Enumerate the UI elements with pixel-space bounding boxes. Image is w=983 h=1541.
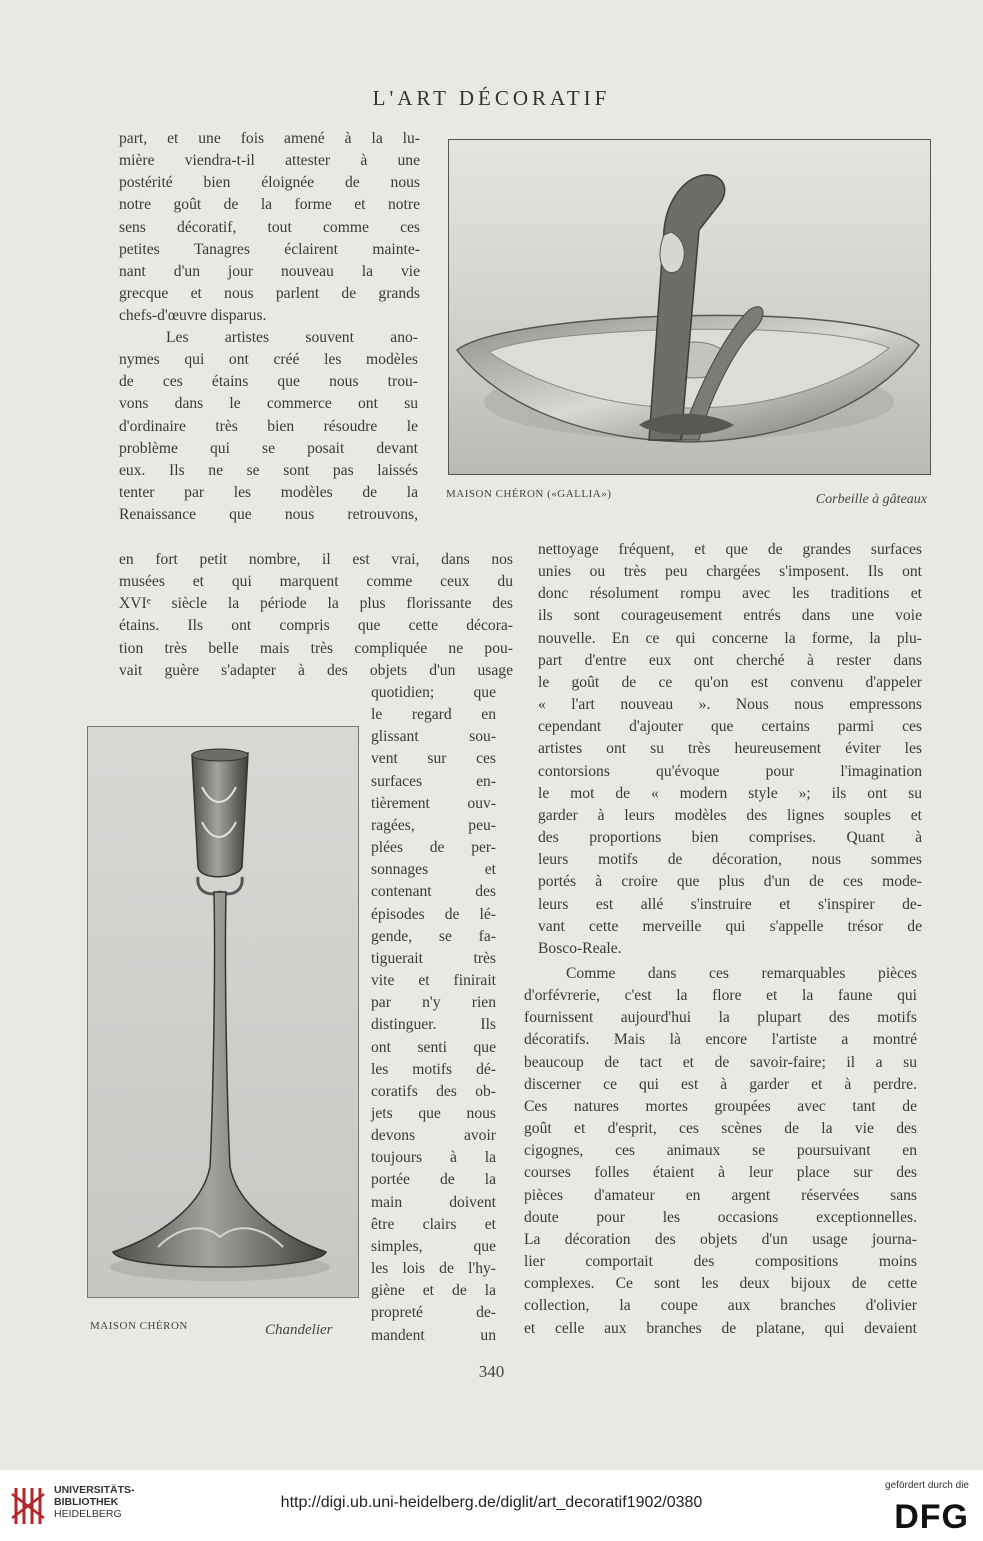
- text-line: les lois de l'hy-: [371, 1260, 496, 1278]
- text-line: Ces natures mortes groupées avec tant de: [524, 1097, 917, 1115]
- text-line: garder à leurs modèles des lignes souples et: [538, 806, 922, 824]
- basket-caption-title: Corbeille à gâteaux: [815, 492, 927, 507]
- text-line: par n'y rien: [371, 994, 496, 1012]
- text-line: courses folles étaient à leur place sur des: [524, 1164, 917, 1182]
- text-line: tenter par les modèles de la: [119, 484, 418, 502]
- text-line: donc résolument rompu avec les traditions et: [538, 585, 922, 603]
- text-line: tiguerait très: [371, 949, 496, 967]
- text-line: notre goût de la forme et notre: [119, 196, 420, 214]
- text-line: ragées, peu-: [371, 816, 496, 834]
- page-number: 340: [478, 1362, 505, 1381]
- paragraph-3: [119, 549, 513, 682]
- text-line: jets que nous: [371, 1104, 496, 1122]
- text-line: nouvelle. En ce qui concerne la forme, la plu-: [538, 629, 922, 647]
- text-line: beaucoup de tact et de savoir-faire; il a su: [524, 1053, 917, 1071]
- text-line: petites Tanagres éclairent mainte-: [119, 240, 420, 258]
- text-line: ont senti que: [371, 1038, 496, 1056]
- text-line: Comme dans ces remarquables pièces: [566, 965, 917, 982]
- text-line: tièrement ouv-: [371, 794, 496, 812]
- text-line: quotidien; que: [371, 684, 496, 701]
- text-line: devons avoir: [371, 1127, 496, 1145]
- text-line: Renaissance que nous retrouvons,: [119, 506, 418, 524]
- text-line: les motifs dé-: [371, 1060, 496, 1078]
- text-line: portée de la: [371, 1171, 496, 1189]
- text-line: être clairs et: [371, 1215, 496, 1233]
- text-line: doute pour les occasions exceptionnelles.: [524, 1208, 917, 1226]
- text-line: des proportions bien comprises. Quant à: [538, 829, 922, 847]
- text-line: XVIᵉ siècle la période la plus florissante des: [119, 595, 513, 613]
- text-line: leurs est allé s'instruire et s'inspirer de-: [538, 895, 922, 913]
- text-line: musées et qui marquent comme ceux du: [119, 573, 513, 591]
- paragraph-4: [371, 682, 496, 1347]
- text-line: simples, que: [371, 1237, 496, 1255]
- paragraph-6: [524, 963, 917, 1340]
- basket-illustration: [449, 140, 930, 474]
- text-line: mandent un: [371, 1326, 496, 1344]
- text-line: giène et de la: [371, 1282, 496, 1300]
- text-line: d'ordinaire très bien résoudre le: [119, 417, 418, 435]
- text-line: en fort petit nombre, il est vrai, dans nos: [119, 551, 513, 568]
- paragraph-5: [538, 539, 922, 960]
- text-line: nymes qui ont créé les modèles: [119, 351, 418, 369]
- dfg-logo: DFG: [894, 1498, 969, 1536]
- text-line: décoratifs. Mais là encore l'artiste a montré: [524, 1031, 917, 1049]
- text-line: Les artistes souvent ano-: [166, 329, 418, 346]
- text-line: et celle aux branches de platane, qui devaient: [524, 1319, 917, 1337]
- text-line: La décoration des objets d'un usage journa-: [524, 1230, 917, 1248]
- text-line: grecque et nous parlent de grands: [119, 285, 420, 303]
- text-line: cependant d'ajouter que certains parmi ces: [538, 718, 922, 736]
- text-line: lier comportait des compositions moins: [524, 1253, 917, 1271]
- text-line: mière viendra-t-il attester à une: [119, 152, 420, 170]
- text-line: vent sur ces: [371, 750, 496, 768]
- text-line: part, et une fois amené à la lu-: [119, 130, 420, 147]
- text-line: vons dans le commerce ont su: [119, 395, 418, 413]
- text-line: cigognes, ces animaux se poursuivant en: [524, 1142, 917, 1160]
- basket-photo: [448, 139, 931, 475]
- library-name-line: BIBLIOTHEK: [54, 1496, 119, 1508]
- candlestick-caption-maker: MAISON CHÉRON: [90, 1320, 188, 1332]
- text-line: vant cette merveille qui s'appelle trésor de: [538, 917, 922, 935]
- paragraph-2: [119, 327, 418, 526]
- permalink-url[interactable]: http://digi.ub.uni-heidelberg.de/diglit/art_decoratif1902/0380: [280, 1494, 703, 1511]
- text-line: artistes ont su très heureusement éviter les: [538, 740, 922, 758]
- text-line: fournissent aujourd'hui la plupart des motifs: [524, 1009, 917, 1027]
- library-name-line: UNIVERSITÄTS-: [54, 1484, 135, 1496]
- text-line: distinguer. Ils: [371, 1016, 496, 1034]
- basket-caption-maker: MAISON CHÉRON («GALLIA»): [446, 488, 612, 500]
- text-line: eux. Ils ne se sont pas laissés: [119, 461, 418, 479]
- text-line: chefs-d'œuvre disparus.: [119, 307, 267, 325]
- candlestick-photo: [87, 726, 359, 1298]
- text-line: le regard en: [371, 706, 496, 724]
- candlestick-caption-title: Chandelier: [265, 1322, 333, 1338]
- text-line: plées de per-: [371, 839, 496, 857]
- text-line: d'orfévrerie, c'est la flore et la faune qui: [524, 987, 917, 1005]
- text-line: vait guère s'adapter à des objets d'un usage: [119, 661, 513, 679]
- text-line: sens décoratif, tout comme ces: [119, 218, 420, 236]
- text-line: toujours à la: [371, 1149, 496, 1167]
- text-line: postérité bien éloignée de nous: [119, 174, 420, 192]
- library-name-line: HEIDELBERG: [54, 1508, 122, 1520]
- text-line: problème qui se posait devant: [119, 439, 418, 457]
- text-line: de ces étains que nous trou-: [119, 373, 418, 391]
- text-line: contenant des: [371, 883, 496, 901]
- text-line: « l'art nouveau ». Nous nous empressons: [538, 696, 922, 714]
- text-line: goût et d'esprit, ces scènes de la vie des: [524, 1120, 917, 1138]
- text-line: Bosco-Reale.: [538, 939, 622, 957]
- text-line: collection, la coupe aux branches d'olivier: [524, 1297, 917, 1315]
- funding-note: gefördert durch die: [885, 1480, 969, 1491]
- text-line: main doivent: [371, 1193, 496, 1211]
- text-line: propreté de-: [371, 1304, 496, 1322]
- text-line: pièces d'amateur en argent réservées sans: [524, 1186, 917, 1204]
- text-line: portés à croire que plus d'un de ces mode-: [538, 873, 922, 891]
- text-line: contorsions qu'évoque pour l'imagination: [538, 762, 922, 780]
- text-line: leurs motifs de décoration, nous sommes: [538, 851, 922, 869]
- text-line: nant d'un jour nouveau la vie: [119, 262, 420, 280]
- text-line: sonnages et: [371, 861, 496, 879]
- text-line: unies ou très peu chargées s'imposent. Ils ont: [538, 563, 922, 581]
- text-line: épisodes de lé-: [371, 905, 496, 923]
- digitization-footer: [0, 1470, 983, 1541]
- text-line: ils sont courageusement entrés dans une voie: [538, 607, 922, 625]
- text-line: discerner ce qui est à garder et à perdre.: [524, 1075, 917, 1093]
- text-line: nettoyage fréquent, et que de grandes surfaces: [538, 541, 922, 558]
- text-line: le mot de « modern style »; ils ont su: [538, 784, 922, 802]
- text-line: tion très belle mais très compliquée ne pou-: [119, 639, 513, 657]
- paragraph-1: [119, 128, 420, 327]
- text-line: complexes. Ce sont les deux bijoux de cette: [524, 1275, 917, 1293]
- text-line: surfaces en-: [371, 772, 496, 790]
- text-line: glissant sou-: [371, 728, 496, 746]
- text-line: le goût de ce qu'on est convenu d'appeler: [538, 673, 922, 691]
- text-line: part d'entre eux ont cherché à rester dans: [538, 651, 922, 669]
- text-line: vite et finirait: [371, 972, 496, 990]
- running-header: L'ART DÉCORATIF: [372, 86, 611, 110]
- text-line: coratifs des ob-: [371, 1082, 496, 1100]
- text-line: gende, se fa-: [371, 927, 496, 945]
- text-line: étains. Ils ont compris que cette décora-: [119, 617, 513, 635]
- candlestick-illustration: [88, 727, 358, 1297]
